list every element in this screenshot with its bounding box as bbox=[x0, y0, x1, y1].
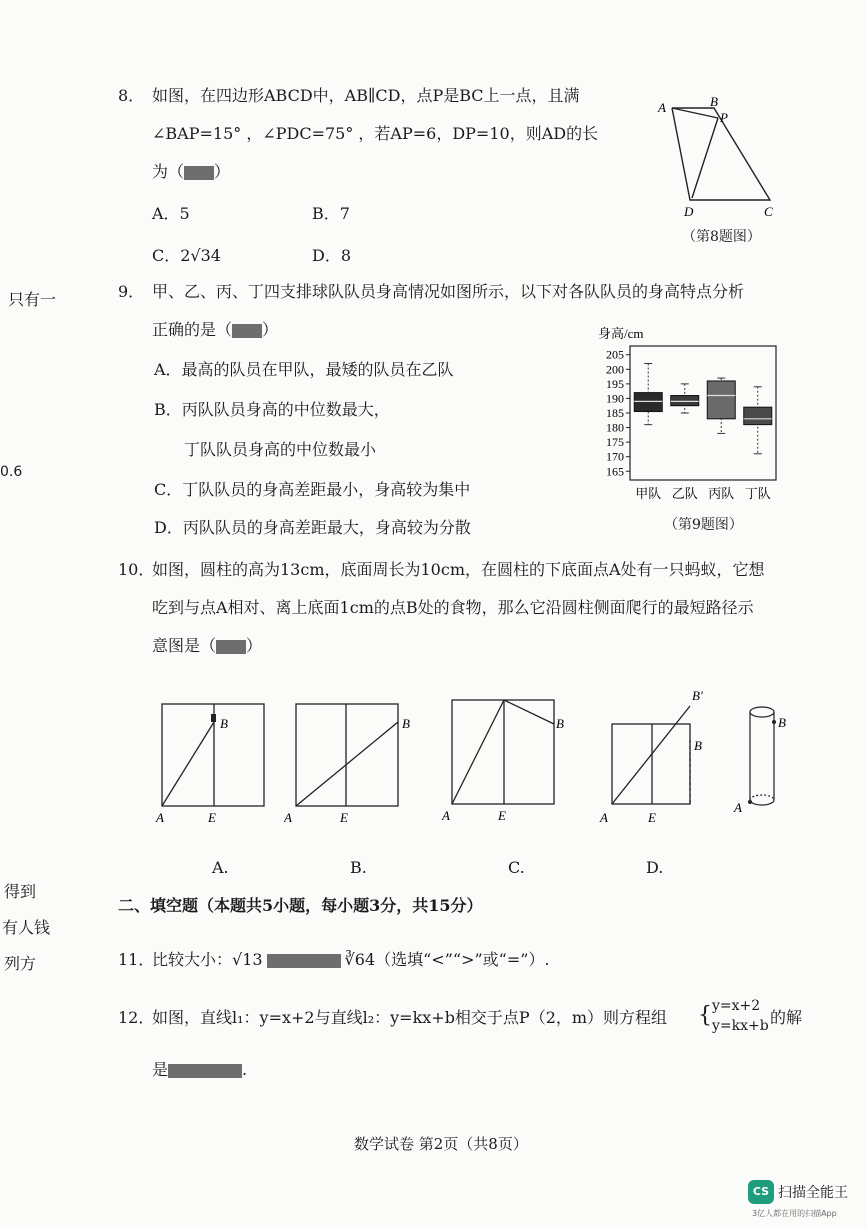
equation-system bbox=[712, 996, 769, 1036]
y-tick-label: 185 bbox=[606, 406, 624, 420]
label-e: E bbox=[340, 810, 348, 825]
q11-right: ∛64（选填“<”“>”或“=”）. bbox=[344, 950, 550, 969]
segment-pd bbox=[692, 118, 718, 198]
edge-fragment: 0.6 bbox=[0, 464, 23, 480]
q10-figure-d bbox=[596, 684, 726, 826]
label-b: B bbox=[220, 716, 228, 731]
q10-cylinder bbox=[728, 700, 798, 820]
edge-fragment: 只有一 bbox=[8, 290, 57, 309]
label-a: A bbox=[600, 810, 608, 825]
q8-option-b: B．7 bbox=[312, 204, 350, 223]
x-category-label: 甲队 bbox=[635, 486, 662, 501]
x-category-label: 丁队 bbox=[744, 486, 771, 501]
q8-line1: 如图，在四边形ABCD中，AB∥CD，点P是BC上一点，且满 bbox=[152, 86, 580, 105]
q8-paren-open: 为（ bbox=[152, 162, 185, 181]
q9-number: 9． bbox=[118, 282, 145, 301]
brace: { bbox=[698, 1003, 712, 1028]
box-iqr bbox=[707, 381, 735, 419]
q9-paren-close: ） bbox=[262, 320, 279, 339]
label-a: A bbox=[658, 100, 666, 115]
label-b: B bbox=[402, 716, 410, 731]
q8-option-a: A．5 bbox=[152, 204, 190, 223]
label-a: A bbox=[734, 800, 742, 815]
q10-line3 bbox=[152, 636, 262, 656]
label-b: B bbox=[710, 94, 718, 109]
page-footer: 数学试卷 第2页（共8页） bbox=[354, 1135, 528, 1153]
q9-option-d: D．丙队队员的身高差距最大，身高较为分散 bbox=[154, 518, 471, 537]
q8-figure bbox=[652, 94, 792, 224]
x-category-label: 乙队 bbox=[671, 486, 698, 501]
label-d: D bbox=[684, 204, 694, 219]
q9-option-a: A．最高的队员在甲队，最矮的队员在乙队 bbox=[154, 360, 454, 379]
box-iqr bbox=[671, 396, 699, 406]
answer-redaction bbox=[232, 324, 262, 338]
y-tick-label: 205 bbox=[606, 347, 624, 362]
q10-line2: 吃到与点A相对、离上底面1cm的点B处的食物，那么它沿圆柱侧面爬行的最短路径示 bbox=[152, 598, 754, 617]
q10-paren-close: ） bbox=[246, 636, 263, 655]
label-a: A bbox=[442, 808, 450, 823]
equation-2: y=kx+b bbox=[712, 1018, 769, 1034]
q9-boxplot-chart bbox=[590, 320, 790, 510]
y-tick-label: 180 bbox=[606, 420, 624, 435]
y-tick-label: 190 bbox=[606, 391, 624, 406]
x-category-label: 丙队 bbox=[708, 486, 735, 501]
q8-line3 bbox=[152, 162, 230, 182]
q10-caption-b: B. bbox=[350, 858, 367, 877]
edge-fragment: 有人钱 bbox=[2, 918, 51, 937]
q12-tail: 的解 bbox=[770, 1008, 803, 1027]
label-b: B bbox=[556, 716, 564, 731]
q12-line1: 如图，直线l₁：y=x+2与直线l₂：y=kx+b相交于点P（2，m）则方程组 bbox=[152, 1008, 668, 1027]
label-a: A bbox=[156, 810, 164, 825]
segment-ap bbox=[672, 108, 718, 118]
scanner-logo: CS bbox=[748, 1180, 774, 1204]
label-b: B bbox=[778, 715, 786, 730]
answer-redaction bbox=[267, 954, 341, 968]
q9-option-b-cont: 丁队队员身高的中位数最小 bbox=[184, 440, 377, 459]
q10-number: 10． bbox=[118, 560, 155, 579]
q10-caption-a: A. bbox=[212, 858, 229, 877]
y-tick-label: 200 bbox=[606, 362, 624, 377]
edge-fragment: 列方 bbox=[4, 954, 37, 973]
answer-redaction bbox=[216, 640, 246, 654]
q10-line1: 如图，圆柱的高为13cm，底面周长为10cm，在圆柱的下底面点A处有一只蚂蚁，它想 bbox=[152, 560, 765, 579]
scanner-tagline: 3亿人都在用的扫描App bbox=[752, 1209, 837, 1218]
label-e: E bbox=[498, 808, 506, 823]
q10-caption-d: D. bbox=[646, 858, 664, 877]
answer-redaction bbox=[184, 166, 214, 180]
y-axis-label: 身高/cm bbox=[598, 326, 644, 341]
q11-left: 比较大小：√13 bbox=[152, 950, 263, 969]
q8-option-c: C．2√34 bbox=[152, 246, 221, 265]
edge-fragment: 得到 bbox=[4, 882, 37, 901]
q8-line2: ∠BAP=15° ，∠PDC=75° ，若AP=6，DP=10，则AD的长 bbox=[152, 124, 599, 143]
q12-number: 12． bbox=[118, 1008, 155, 1027]
label-b: B bbox=[694, 738, 702, 753]
q9-caption: （第9题图） bbox=[664, 517, 743, 533]
y-tick-label: 175 bbox=[606, 435, 624, 450]
box-iqr bbox=[744, 407, 772, 424]
equation-1: y=x+2 bbox=[712, 998, 761, 1014]
q10-figure-c bbox=[440, 694, 580, 824]
q12-line2 bbox=[152, 1060, 247, 1080]
y-tick-label: 170 bbox=[606, 449, 624, 464]
q10-paren-open: 意图是（ bbox=[152, 636, 217, 655]
q10-figure-b bbox=[284, 696, 414, 826]
label-e: E bbox=[208, 810, 216, 825]
section-heading: 二、填空题（本题共5小题，每小题3分，共15分） bbox=[118, 896, 483, 915]
q9-line2 bbox=[152, 320, 278, 340]
q9-line1: 甲、乙、丙、丁四支排球队队员身高情况如图所示，以下对各队队员的身高特点分析 bbox=[152, 282, 745, 301]
q12-period: . bbox=[242, 1060, 248, 1079]
q8-paren-close: ） bbox=[214, 162, 231, 181]
q12-lead: 是 bbox=[152, 1060, 169, 1079]
q8-option-d: D．8 bbox=[312, 246, 352, 265]
q9-option-b: B．丙队队员身高的中位数最大， bbox=[154, 400, 390, 419]
q11-number: 11． bbox=[118, 950, 155, 969]
q9-paren-open: 正确的是（ bbox=[152, 320, 233, 339]
q8-number: 8． bbox=[118, 86, 145, 105]
q9-option-c: C．丁队队员的身高差距最小，身高较为集中 bbox=[154, 480, 471, 499]
scanner-brand: 扫描全能王 bbox=[778, 1185, 848, 1201]
label-c: C bbox=[764, 204, 773, 219]
box-iqr bbox=[634, 393, 662, 412]
q11-text bbox=[152, 950, 550, 970]
label-e: E bbox=[648, 810, 656, 825]
q10-figure-a bbox=[150, 696, 270, 826]
answer-redaction bbox=[168, 1064, 242, 1078]
y-tick-label: 195 bbox=[606, 376, 624, 391]
q8-caption: （第8题图） bbox=[682, 229, 761, 245]
label-a: A bbox=[284, 810, 292, 825]
y-tick-label: 165 bbox=[606, 464, 624, 479]
q10-caption-c: C. bbox=[508, 858, 525, 877]
label-p: P bbox=[720, 110, 728, 125]
label-b-prime: B′ bbox=[692, 688, 703, 703]
